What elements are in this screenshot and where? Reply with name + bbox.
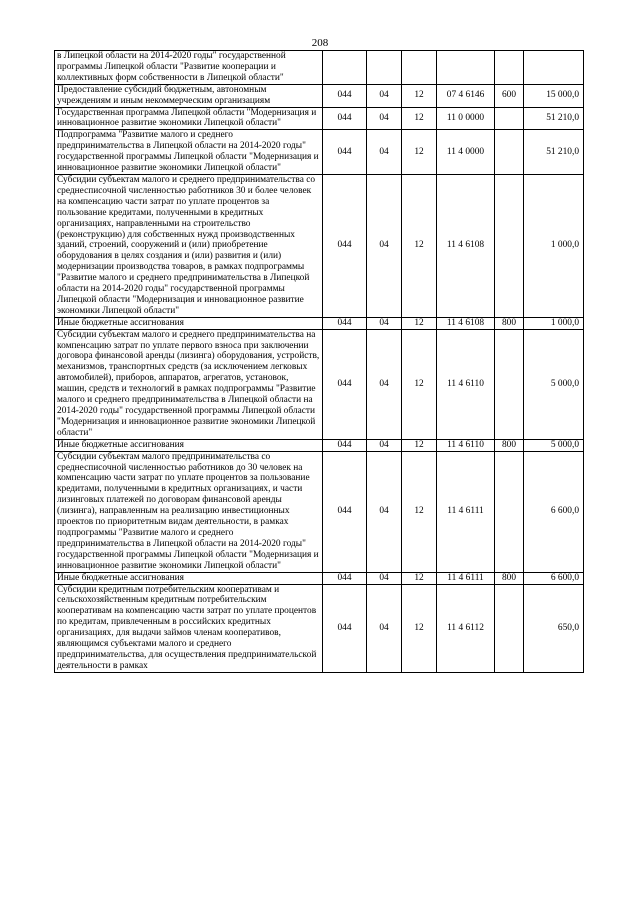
section-code: 04 — [367, 329, 402, 439]
subsection-code: 12 — [402, 317, 437, 329]
amount: 51 210,0 — [524, 107, 584, 130]
expense-type-code — [495, 584, 524, 672]
amount: 1 000,0 — [524, 174, 584, 317]
ministry-code: 044 — [323, 174, 367, 317]
subsection-code: 12 — [402, 329, 437, 439]
ministry-code: 044 — [323, 107, 367, 130]
target-article-code: 11 4 6108 — [437, 174, 495, 317]
table-row — [55, 84, 584, 107]
expense-type-code — [495, 107, 524, 130]
section-code: 04 — [367, 317, 402, 329]
subsection-code: 12 — [402, 107, 437, 130]
budget-table-body — [55, 51, 584, 673]
row-name: Иные бюджетные ассигнования — [55, 572, 323, 584]
ministry-code: 044 — [323, 130, 367, 175]
amount: 6 600,0 — [524, 572, 584, 584]
expense-type-code: 800 — [495, 572, 524, 584]
amount: 5 000,0 — [524, 329, 584, 439]
expense-type-code — [495, 451, 524, 572]
target-article-code: 11 4 6110 — [437, 439, 495, 451]
row-name: в Липецкой области на 2014-2020 годы" государственной программы Липецкой области "Развитие кооперации и коллективных форм собственности в Липецкой области" — [55, 51, 323, 85]
amount — [524, 51, 584, 85]
ministry-code: 044 — [323, 329, 367, 439]
amount: 5 000,0 — [524, 439, 584, 451]
budget-table — [54, 50, 584, 673]
row-name: Субсидии субъектам малого и среднего предпринимательства на компенсацию затрат по уплате первого взноса при заключении договора финансовой аренды (лизинга) оборудования, устройств, механизмов, транспортных средств (за исключением легковых автомобилей), приборов, аппаратов, агрегатов, установок, машин, средств и технологий в рамках подпрограммы "Развитие малого и среднего предпринимательства в Липецкой области на 2014-2020 годы" государственной программы Липецкой области "Модернизация и инновационное развитие экономики Липецкой области" — [55, 329, 323, 439]
section-code: 04 — [367, 451, 402, 572]
row-name: Субсидии субъектам малого предпринимательства со среднесписочной численностью работников до 30 человек на компенсацию части затрат по уплате процентов за пользование кредитами, полученными в кредитных организациях, и части лизинговых платежей по договорам финансовой аренды (лизинга), направленным на реализацию инвестиционных проектов по приоритетным видам деятельности, в рамках подпрограммы "Развитие малого и среднего предпринимательства в Липецкой области на 2014-2020 годы" государственной программы Липецкой области "Модернизация и инновационное развитие экономики Липецкой области" — [55, 451, 323, 572]
table-row — [55, 51, 584, 85]
row-name: Субсидии кредитным потребительским кооперативам и сельскохозяйственным кредитным потребительским кооперативам на компенсацию части затрат по уплате процентов по кредитам, привлеченным в российских кредитных организациях, для выдачи займов членам кооперативов, являющимся субъектами малого и среднего предпринимательства, для осуществления предпринимательской деятельности в рамках — [55, 584, 323, 672]
table-row — [55, 174, 584, 317]
expense-type-code — [495, 130, 524, 175]
page-number: 208 — [311, 37, 329, 49]
amount: 51 210,0 — [524, 130, 584, 175]
section-code: 04 — [367, 130, 402, 175]
ministry-code: 044 — [323, 451, 367, 572]
target-article-code: 11 4 6111 — [437, 451, 495, 572]
amount: 1 000,0 — [524, 317, 584, 329]
section-code: 04 — [367, 439, 402, 451]
section-code: 04 — [367, 572, 402, 584]
section-code — [367, 51, 402, 85]
table-row — [55, 317, 584, 329]
subsection-code: 12 — [402, 572, 437, 584]
table-row — [55, 572, 584, 584]
row-name: Субсидии субъектам малого и среднего предпринимательства со среднесписочной численностью работников 30 и более человек на компенсацию части затрат по уплате процентов за пользование кредитами, полученными в кредитных организациях, направленными на строительство (реконструкцию) для собственных нужд производственных зданий, строений, сооружений и (или) приобретение оборудования в целях создания и (или) развития и (или) модернизации производства товаров, в рамках подпрограммы "Развитие малого и среднего предпринимательства в Липецкой области на 2014-2020 годы" государственной программы Липецкой области "Модернизация и инновационное развитие экономики Липецкой области" — [55, 174, 323, 317]
expense-type-code — [495, 51, 524, 85]
amount: 650,0 — [524, 584, 584, 672]
table-row — [55, 451, 584, 572]
subsection-code: 12 — [402, 174, 437, 317]
row-name: Государственная программа Липецкой области "Модернизация и инновационное развитие экономики Липецкой области" — [55, 107, 323, 130]
subsection-code: 12 — [402, 451, 437, 572]
row-name: Иные бюджетные ассигнования — [55, 439, 323, 451]
target-article-code: 11 4 6108 — [437, 317, 495, 329]
table-row — [55, 130, 584, 175]
subsection-code: 12 — [402, 439, 437, 451]
ministry-code — [323, 51, 367, 85]
table-row — [55, 439, 584, 451]
section-code: 04 — [367, 107, 402, 130]
table-row — [55, 329, 584, 439]
target-article-code: 07 4 6146 — [437, 84, 495, 107]
ministry-code: 044 — [323, 317, 367, 329]
section-code: 04 — [367, 584, 402, 672]
target-article-code: 11 4 6110 — [437, 329, 495, 439]
ministry-code: 044 — [323, 84, 367, 107]
section-code: 04 — [367, 174, 402, 317]
target-article-code: 11 0 0000 — [437, 107, 495, 130]
target-article-code: 11 4 6112 — [437, 584, 495, 672]
expense-type-code: 800 — [495, 439, 524, 451]
section-code: 04 — [367, 84, 402, 107]
table-row — [55, 584, 584, 672]
target-article-code: 11 4 6111 — [437, 572, 495, 584]
expense-type-code — [495, 329, 524, 439]
row-name: Подпрограмма "Развитие малого и среднего предпринимательства в Липецкой области на 2014-2020 годы" государственной программы Липецкой области "Модернизация и инновационное развитие экономики Липецкой области" — [55, 130, 323, 175]
row-name: Предоставление субсидий бюджетным, автономным учреждениям и иным некоммерческим организациям — [55, 84, 323, 107]
ministry-code: 044 — [323, 572, 367, 584]
ministry-code: 044 — [323, 584, 367, 672]
target-article-code: 11 4 0000 — [437, 130, 495, 175]
expense-type-code: 800 — [495, 317, 524, 329]
target-article-code — [437, 51, 495, 85]
expense-type-code — [495, 174, 524, 317]
subsection-code: 12 — [402, 130, 437, 175]
subsection-code: 12 — [402, 84, 437, 107]
expense-type-code: 600 — [495, 84, 524, 107]
subsection-code — [402, 51, 437, 85]
amount: 15 000,0 — [524, 84, 584, 107]
ministry-code: 044 — [323, 439, 367, 451]
table-row — [55, 107, 584, 130]
amount: 6 600,0 — [524, 451, 584, 572]
row-name: Иные бюджетные ассигнования — [55, 317, 323, 329]
subsection-code: 12 — [402, 584, 437, 672]
